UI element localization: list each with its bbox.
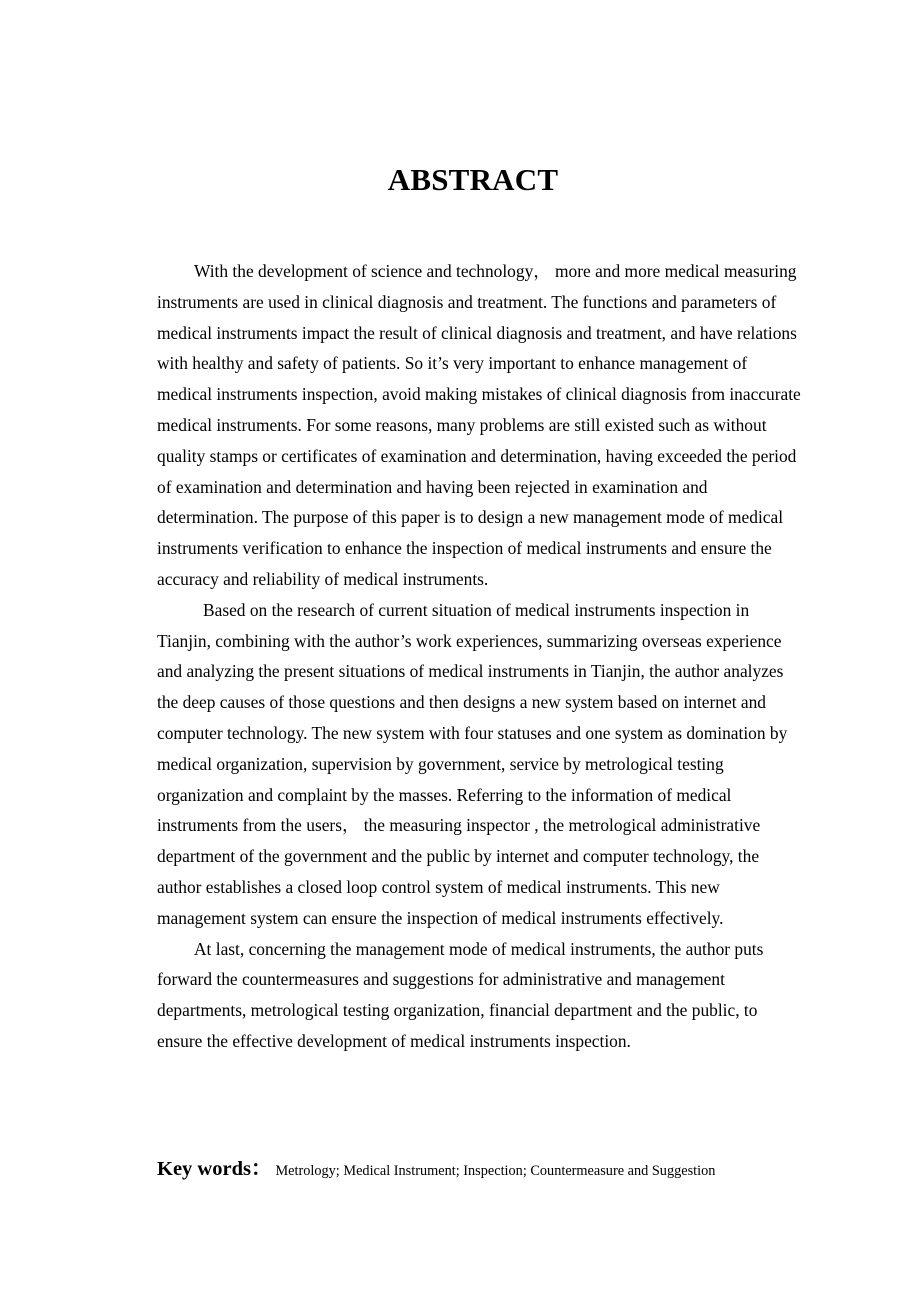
keywords-line (157, 1151, 857, 1181)
abstract-paragraph-1: With the development of science and technology， more and more medical measuring instruments are used in clinical diagnosis and treatment. The functions and parameters of medical instruments impact the result of clinical diagnosis and treatment, and have relations with healthy and safety of patients. So it’s very important to enhance management of medical instruments inspection, avoid making mistakes of clinical diagnosis from inaccurate medical instruments. For some reasons, many problems are still existed such as without quality stamps or certificates of examination and determination, having exceeded the period of examination and determination and having been rejected in examination and determination. The purpose of this paper is to design a new management mode of medical instruments verification to enhance the inspection of medical instruments and ensure the accuracy and reliability of medical instruments. (157, 261, 801, 589)
page-title: ABSTRACT (387, 162, 559, 197)
abstract-paragraph-3: At last, concerning the management mode of medical instruments, the author puts forward the countermeasures and suggestions for administrative and management departments, metrological testing organization, financial department and the public, to ensure the effective development of medical instruments inspection. (157, 938, 764, 1051)
keywords-label: Key words： (157, 1158, 272, 1180)
abstract-body (157, 256, 805, 1057)
keywords-list: Metrology; Medical Instrument; Inspection; Countermeasure and Suggestion (275, 1163, 716, 1179)
abstract-paragraph-2: Based on the research of current situation of medical instruments inspection in Tianjin, combining with the author’s work experiences, summarizing overseas experience and analyzing the present situations of medical instruments in Tianjin, the author analyzes the deep causes of those questions and then designs a new system based on internet and computer technology. The new system with four statuses and one system as domination by medical organization, supervision by government, service by metrological testing organization and complaint by the masses. Referring to the information of medical instruments from the users， the measuring inspector , the metrological administrative department of the government and the public by internet and computer technology, the author establishes a closed loop control system of medical instruments. This new management system can ensure the inspection of medical instruments effectively. (157, 599, 788, 928)
